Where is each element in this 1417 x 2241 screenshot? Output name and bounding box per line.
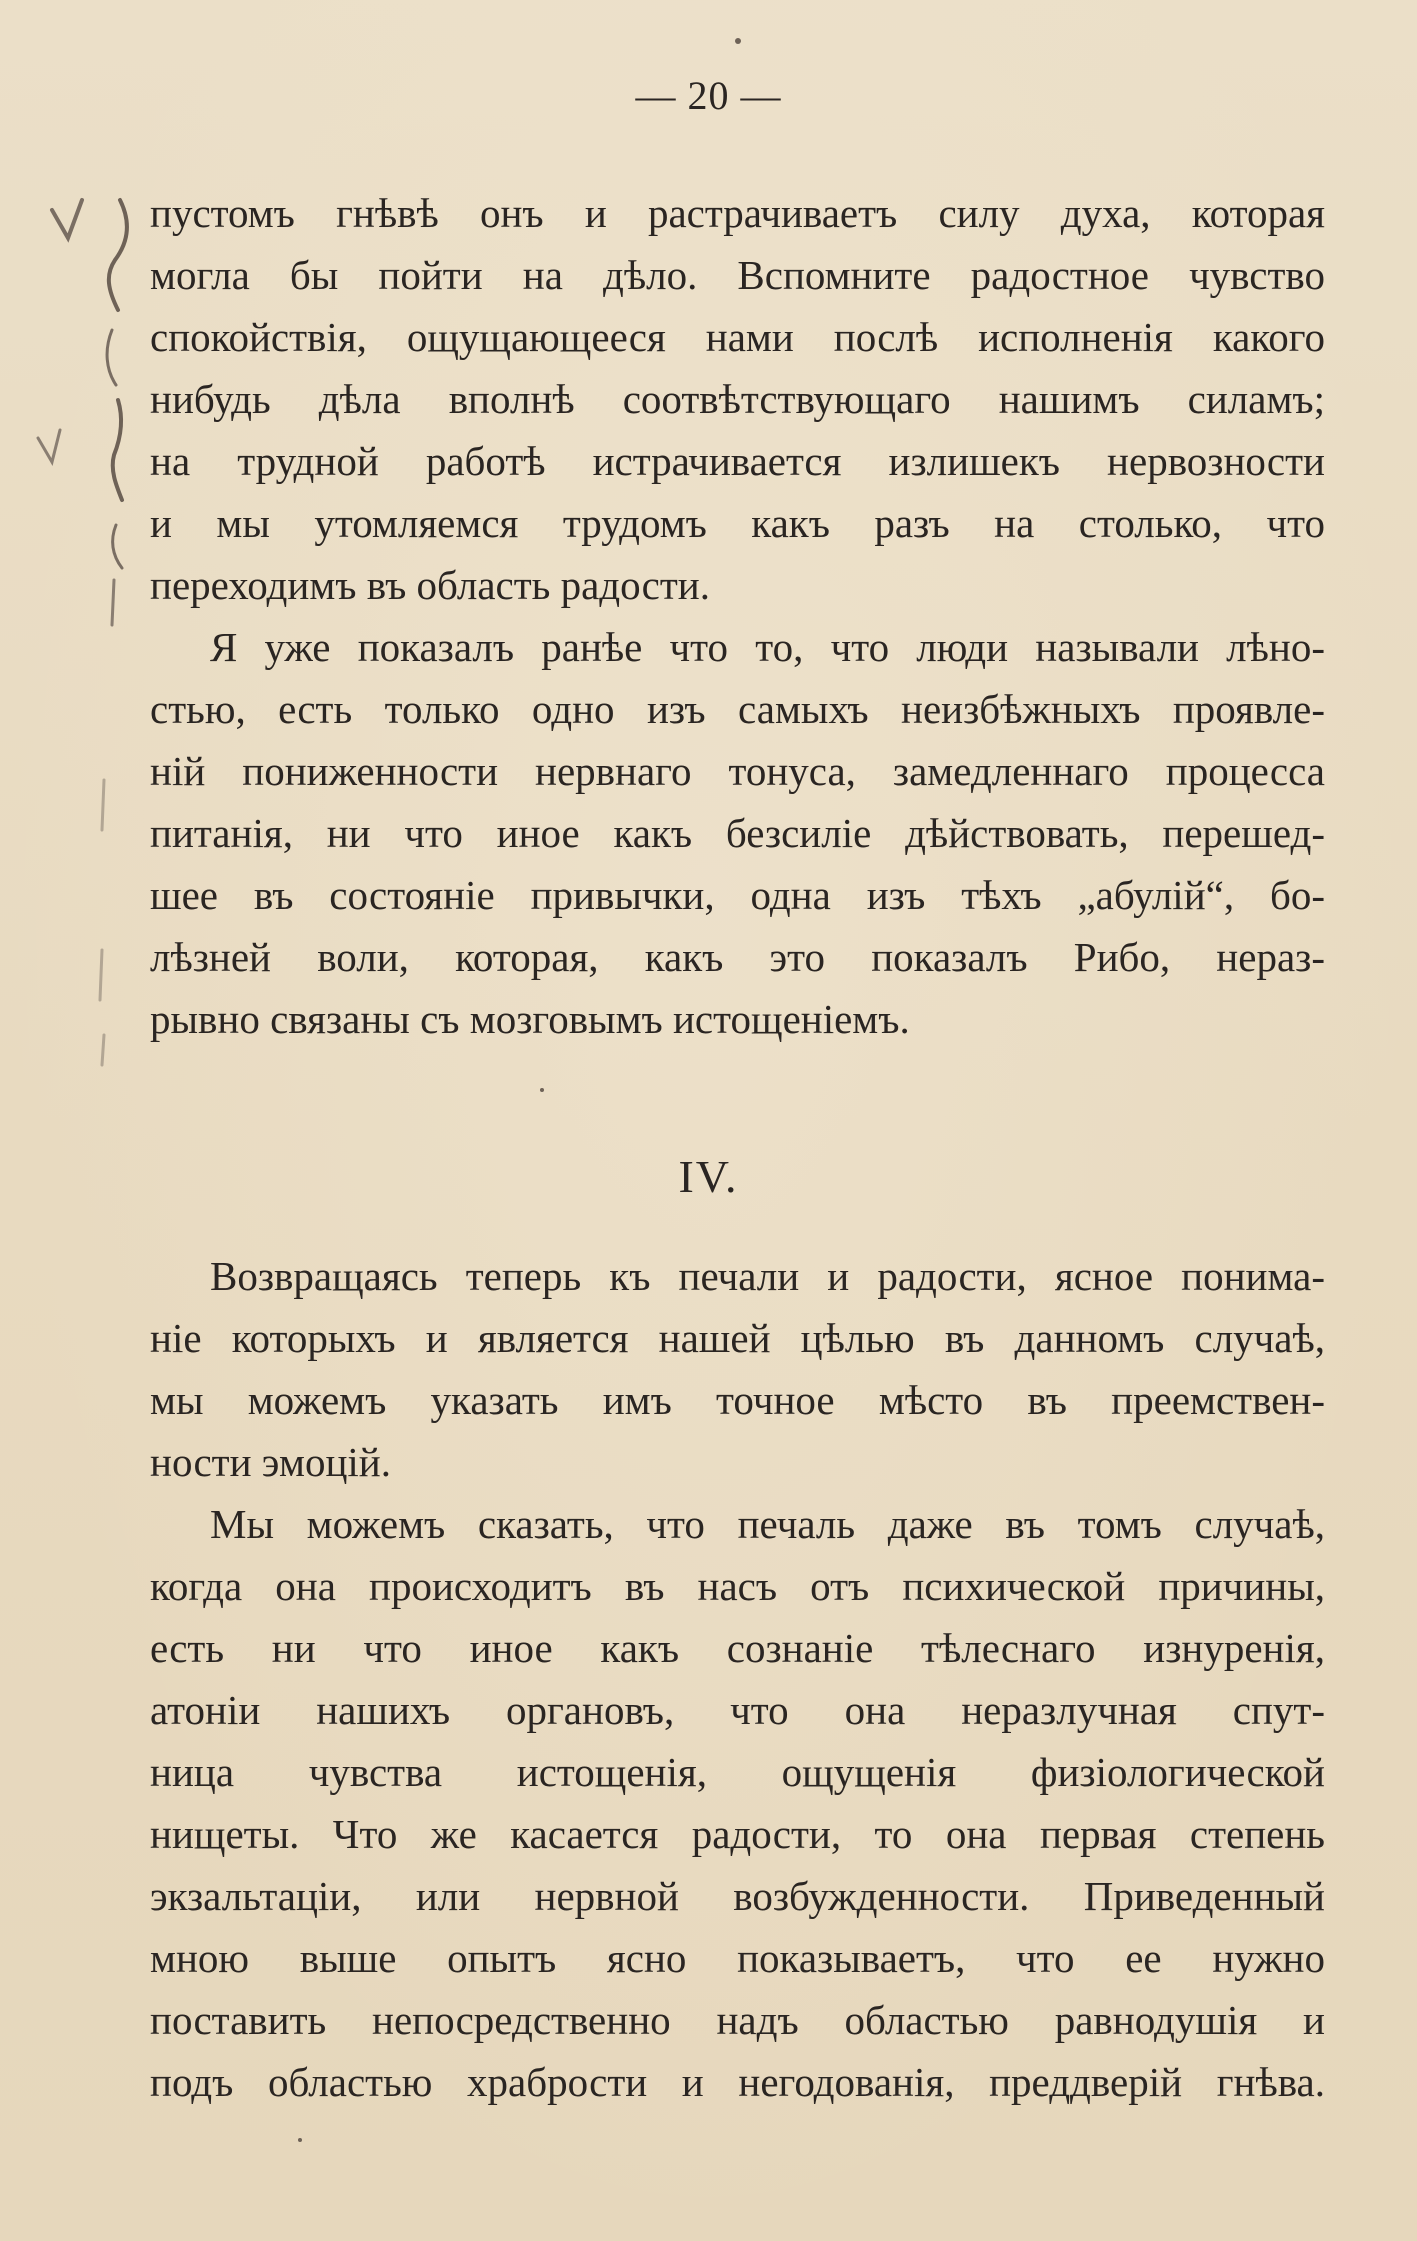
text-line: подъ областью храбрости и негодованія, преддверій гнѣва. [150,2059,1325,2105]
text-line: спокойствія, ощущающееся нами послѣ исполненія какого [150,314,1325,360]
pencil-checkmark-icon [38,430,60,462]
text-line: могла бы пойти на дѣло. Вспомните радостное чувство [150,252,1325,298]
text-line: Мы можемъ сказать, что печаль даже въ томъ случаѣ, [210,1501,1325,1547]
text-line: экзальтаціи, или нервной возбужденности. Приведенный [150,1873,1325,1919]
pencil-bracket-icon [113,400,122,500]
text-line: Возвращаясь теперь къ печали и радости, ясное понима- [210,1253,1325,1299]
text-line: на трудной работѣ истрачивается излишекъ нервозности [150,438,1325,484]
text-line: мы можемъ указать имъ точное мѣсто въ преемствен- [150,1377,1325,1423]
text-line: пустомъ гнѣвѣ онъ и растрачиваетъ силу духа, которая [150,190,1325,236]
pencil-checkmark-icon [52,200,82,238]
text-line: и мы утомляемся трудомъ какъ разъ на столько, что [150,500,1325,546]
page-speck [540,1088,544,1092]
text-line: лѣзней воли, которая, какъ это показалъ Рибо, нераз- [150,934,1325,980]
text-line: стью, есть только одно изъ самыхъ неизбѣжныхъ проявле- [150,686,1325,732]
page-number: — 20 — [635,73,782,118]
pencil-bracket-icon [102,1035,104,1065]
text-block-upper [150,182,1325,1050]
pencil-bracket-icon [102,780,104,830]
page-speck [298,2138,302,2142]
page-speck [735,38,741,44]
text-line: ности эмоцій. [150,1439,391,1485]
pencil-marginalia [30,180,150,1080]
text-line: переходимъ въ область радости. [150,562,710,608]
text-line: Я уже показалъ ранѣе что то, что люди называли лѣно- [210,624,1325,670]
text-line: питанія, ни что иное какъ безсиліе дѣйствовать, перешед- [150,810,1325,856]
text-line: шее въ состояніе привычки, одна изъ тѣхъ „абулій“, бо- [150,872,1325,918]
text-line: есть ни что иное какъ сознаніе тѣлеснаго изнуренія, [150,1625,1325,1671]
text-line: атоніи нашихъ органовъ, что она неразлучная спут- [150,1687,1325,1733]
pencil-bracket-icon [107,330,116,385]
section-heading: IV. [678,1151,739,1202]
pencil-bracket-icon [109,200,127,310]
text-line: когда она происходитъ въ насъ отъ психической причины, [150,1563,1325,1609]
pencil-bracket-icon [100,950,102,1000]
pencil-bracket-icon [113,525,122,568]
text-line: поставить непосредственно надъ областью равнодушія и [150,1997,1325,2043]
text-line: мною выше опытъ ясно показываетъ, что ее нужно [150,1935,1325,1981]
text-line: ница чувства истощенія, ощущенія физіологической [150,1749,1325,1795]
text-line: нибудь дѣла вполнѣ соотвѣтствующаго нашимъ силамъ; [150,376,1325,422]
text-block-lower [150,1245,1325,2113]
text-line: рывно связаны съ мозговымъ истощеніемъ. [150,996,910,1042]
text-line: ній пониженности нервнаго тонуса, замедленнаго процесса [150,748,1325,794]
text-line: ніе которыхъ и является нашей цѣлью въ данномъ случаѣ, [150,1315,1325,1361]
text-line: нищеты. Что же касается радости, то она первая степень [150,1811,1325,1857]
pencil-bracket-icon [112,580,114,625]
